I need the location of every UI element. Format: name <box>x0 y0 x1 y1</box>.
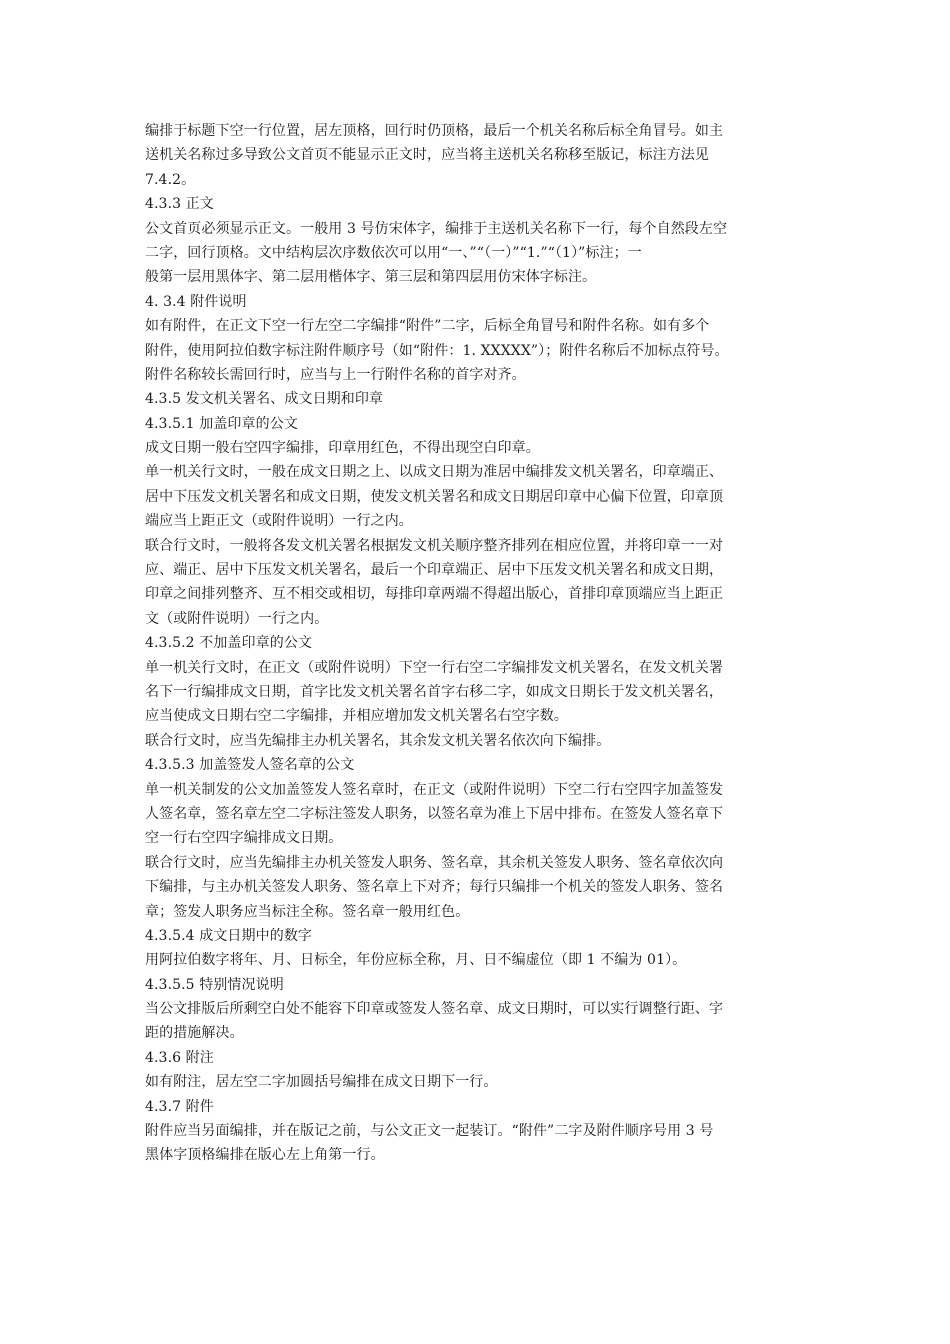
text-line: 空一行右空四字编排成文日期。 <box>145 830 343 847</box>
text-line: 用阿拉伯数字将年、月、日标全，年份应标全称，月、日不编虚位（即 1 不编为 01）。 <box>145 952 687 969</box>
text-line: 般第一层用黑体字、第二层用楷体字、第三层和第四层用仿宋体字标注。 <box>145 269 597 286</box>
text-line: 印章之间排列整齐、互不相交或相切，每排印章两端不得超出版心，首排印章顶端应当上距正 <box>145 586 724 603</box>
document-body <box>145 119 815 1168</box>
section-heading-4-3-5: 4.3.5 发文机关署名、成文日期和印章 <box>145 391 384 408</box>
section-heading-4-3-3: 4.3.3 正文 <box>145 196 214 213</box>
text-line: 人签名章，签名章左空二字标注签发人职务，以签名章为准上下居中排布。在签发人签名章下 <box>145 805 724 822</box>
text-line: 公文首页必须显示正文。一般用 3 号仿宋体字，编排于主送机关名称下一行，每个自然段左空 <box>145 220 728 237</box>
text-line: 单一机关行文时，在正文（或附件说明）下空一行右空二字编排发文机关署名，在发文机关署 <box>145 659 724 676</box>
text-line: 应当使成文日期右空二字编排，并相应增加发文机关署名右空字数。 <box>145 708 568 725</box>
section-heading-4-3-5-2: 4.3.5.2 不加盖印章的公文 <box>145 635 313 652</box>
text-line: 如有附件，在正文下空一行左空二字编排“附件”二字，后标全角冒号和附件名称。如有多个 <box>145 318 710 335</box>
text-line: 下编排，与主办机关签发人职务、签名章上下对齐；每行只编排一个机关的签发人职务、签名 <box>145 879 724 896</box>
section-heading-4-3-5-4: 4.3.5.4 成文日期中的数字 <box>145 927 313 944</box>
section-heading-4-3-7: 4.3.7 附件 <box>145 1098 214 1115</box>
section-heading-4-3-5-5: 4.3.5.5 特别情况说明 <box>145 976 284 993</box>
text-line: 距的措施解决。 <box>145 1025 244 1042</box>
section-heading-4-3-4: 4. 3.4 附件说明 <box>145 293 247 310</box>
text-line: 附件，使用阿拉伯数字标注附件顺序号（如“附件：1. XXXXX”）；附件名称后不加标点符号。 <box>145 342 729 359</box>
text-line: 成文日期一般右空四字编排，印章用红色，不得出现空白印章。 <box>145 440 540 457</box>
text-line: 名下一行编排成文日期，首字比发文机关署名首字右移二字，如成文日期长于发文机关署名， <box>145 683 724 700</box>
text-line: 文（或附件说明）一行之内。 <box>145 610 329 627</box>
text-line: 单一机关行文时，一般在成文日期之上、以成文日期为准居中编排发文机关署名，印章端正、 <box>145 464 724 481</box>
text-line: 联合行文时，一般将各发文机关署名根据发文机关顺序整齐排列在相应位置，并将印章一一对 <box>145 537 724 554</box>
text-line: 7.4.2。 <box>145 171 196 188</box>
text-line: 附件应当另面编排，并在版记之前，与公文正文一起装订。“附件”二字及附件顺序号用 3 号 <box>145 1123 714 1140</box>
text-line: 居中下压发文机关署名和成文日期，使发文机关署名和成文日期居印章中心偏下位置，印章顶 <box>145 488 724 505</box>
text-line: 如有附注，居左空二字加圆括号编排在成文日期下一行。 <box>145 1074 498 1091</box>
text-line: 当公文排版后所剩空白处不能容下印章或签发人签名章、成文日期时，可以实行调整行距、字 <box>145 1001 724 1018</box>
text-line: 应、端正、居中下压发文机关署名，最后一个印章端正、居中下压发文机关署名和成文日期， <box>145 562 724 579</box>
text-line: 二字，回行顶格。文中结构层次序数依次可以用“一、”“（一）”“1.”“（1）”标注；一 <box>145 244 642 261</box>
text-line: 附件名称较长需回行时，应当与上一行附件名称的首字对齐。 <box>145 366 526 383</box>
text-line: 送机关名称过多导致公文首页不能显示正文时，应当将主送机关名称移至版记，标注方法见 <box>145 147 709 164</box>
section-heading-4-3-5-3: 4.3.5.3 加盖签发人签名章的公文 <box>145 757 355 774</box>
section-heading-4-3-6: 4.3.6 附注 <box>145 1049 214 1066</box>
text-line: 编排于标题下空一行位置，居左顶格，回行时仍顶格，最后一个机关名称后标全角冒号。如主 <box>145 123 724 139</box>
text-line: 黑体字顶格编排在版心左上角第一行。 <box>145 1147 385 1164</box>
text-line: 单一机关制发的公文加盖签发人签名章时，在正文（或附件说明）下空二行右空四字加盖签发 <box>145 781 724 798</box>
text-line: 端应当上距正文（或附件说明）一行之内。 <box>145 513 413 530</box>
text-line: 章；签发人职务应当标注全称。签名章一般用红色。 <box>145 903 470 920</box>
section-heading-4-3-5-1: 4.3.5.1 加盖印章的公文 <box>145 415 298 432</box>
text-line: 联合行文时，应当先编排主办机关签发人职务、签名章，其余机关签发人职务、签名章依次向 <box>145 854 724 871</box>
text-line: 联合行文时，应当先编排主办机关署名，其余发文机关署名依次向下编排。 <box>145 732 611 749</box>
